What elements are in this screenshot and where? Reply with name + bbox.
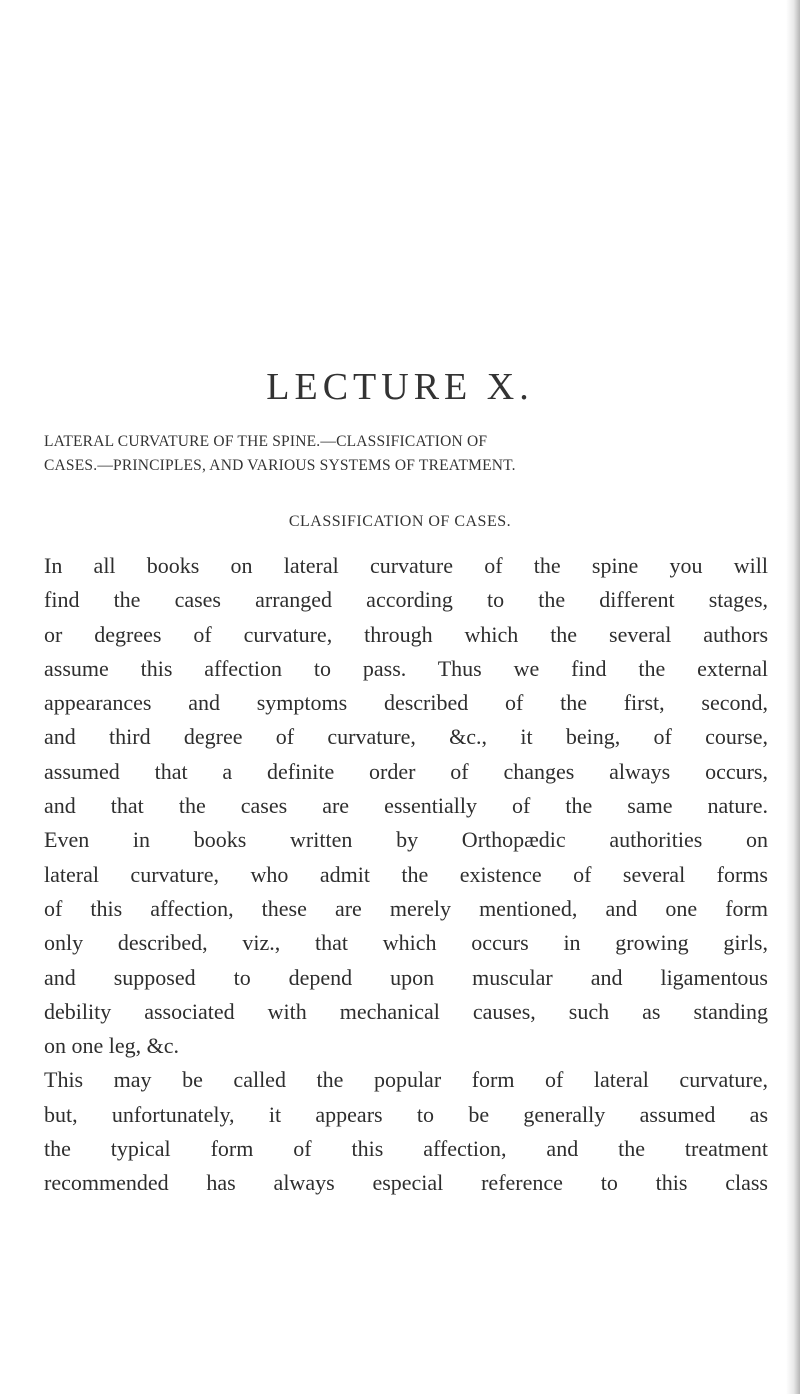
body-line: the typical form of this affection, and the treatment [44,1136,768,1162]
page-edge-shadow [786,0,800,1394]
body-line: recommended has always especial reference to this class [44,1170,768,1196]
subtitle-line: CASES.—PRINCIPLES, AND VARIOUS SYSTEMS OF TREATMENT. [44,457,516,474]
body-line: find the cases arranged according to the different stages, [44,587,768,613]
body-line: of this affection, these are merely mentioned, and one form [44,895,768,921]
body-line: Even in books written by Orthopædic authorities on [44,827,768,853]
body-line: and supposed to depend upon muscular and ligamentous [44,964,768,990]
body-line: assume this affection to pass. Thus we find the external [44,655,768,681]
body-line: assumed that a definite order of changes always occurs, [44,758,768,784]
body-paragraphs [44,549,768,1201]
section-heading: CLASSIFICATION OF CASES. [288,513,512,530]
subtitle-line: LATERAL CURVATURE OF THE SPINE.—CLASSIFICATION OF [44,433,488,450]
body-line: on one leg, &c. [44,1033,180,1059]
body-line: only described, viz., that which occurs in growing girls, [44,930,768,956]
body-line: In all books on lateral curvature of the spine you will [44,553,768,578]
body-line: but, unfortunately, it appears to be generally assumed as [44,1101,768,1127]
lecture-subtitle [44,430,764,478]
body-line: debility associated with mechanical causes, such as standing [44,998,768,1024]
lecture-title: LECTURE X. [266,366,534,408]
body-line: lateral curvature, who admit the existence of several forms [44,861,768,887]
body-line: and that the cases are essentially of the same nature. [44,793,768,819]
body-line: appearances and symptoms described of the first, second, [44,690,768,716]
body-line: and third degree of curvature, &c., it being, of course, [44,724,768,750]
body-line: This may be called the popular form of lateral curvature, [44,1067,768,1093]
body-line: or degrees of curvature, through which the several authors [44,621,768,647]
